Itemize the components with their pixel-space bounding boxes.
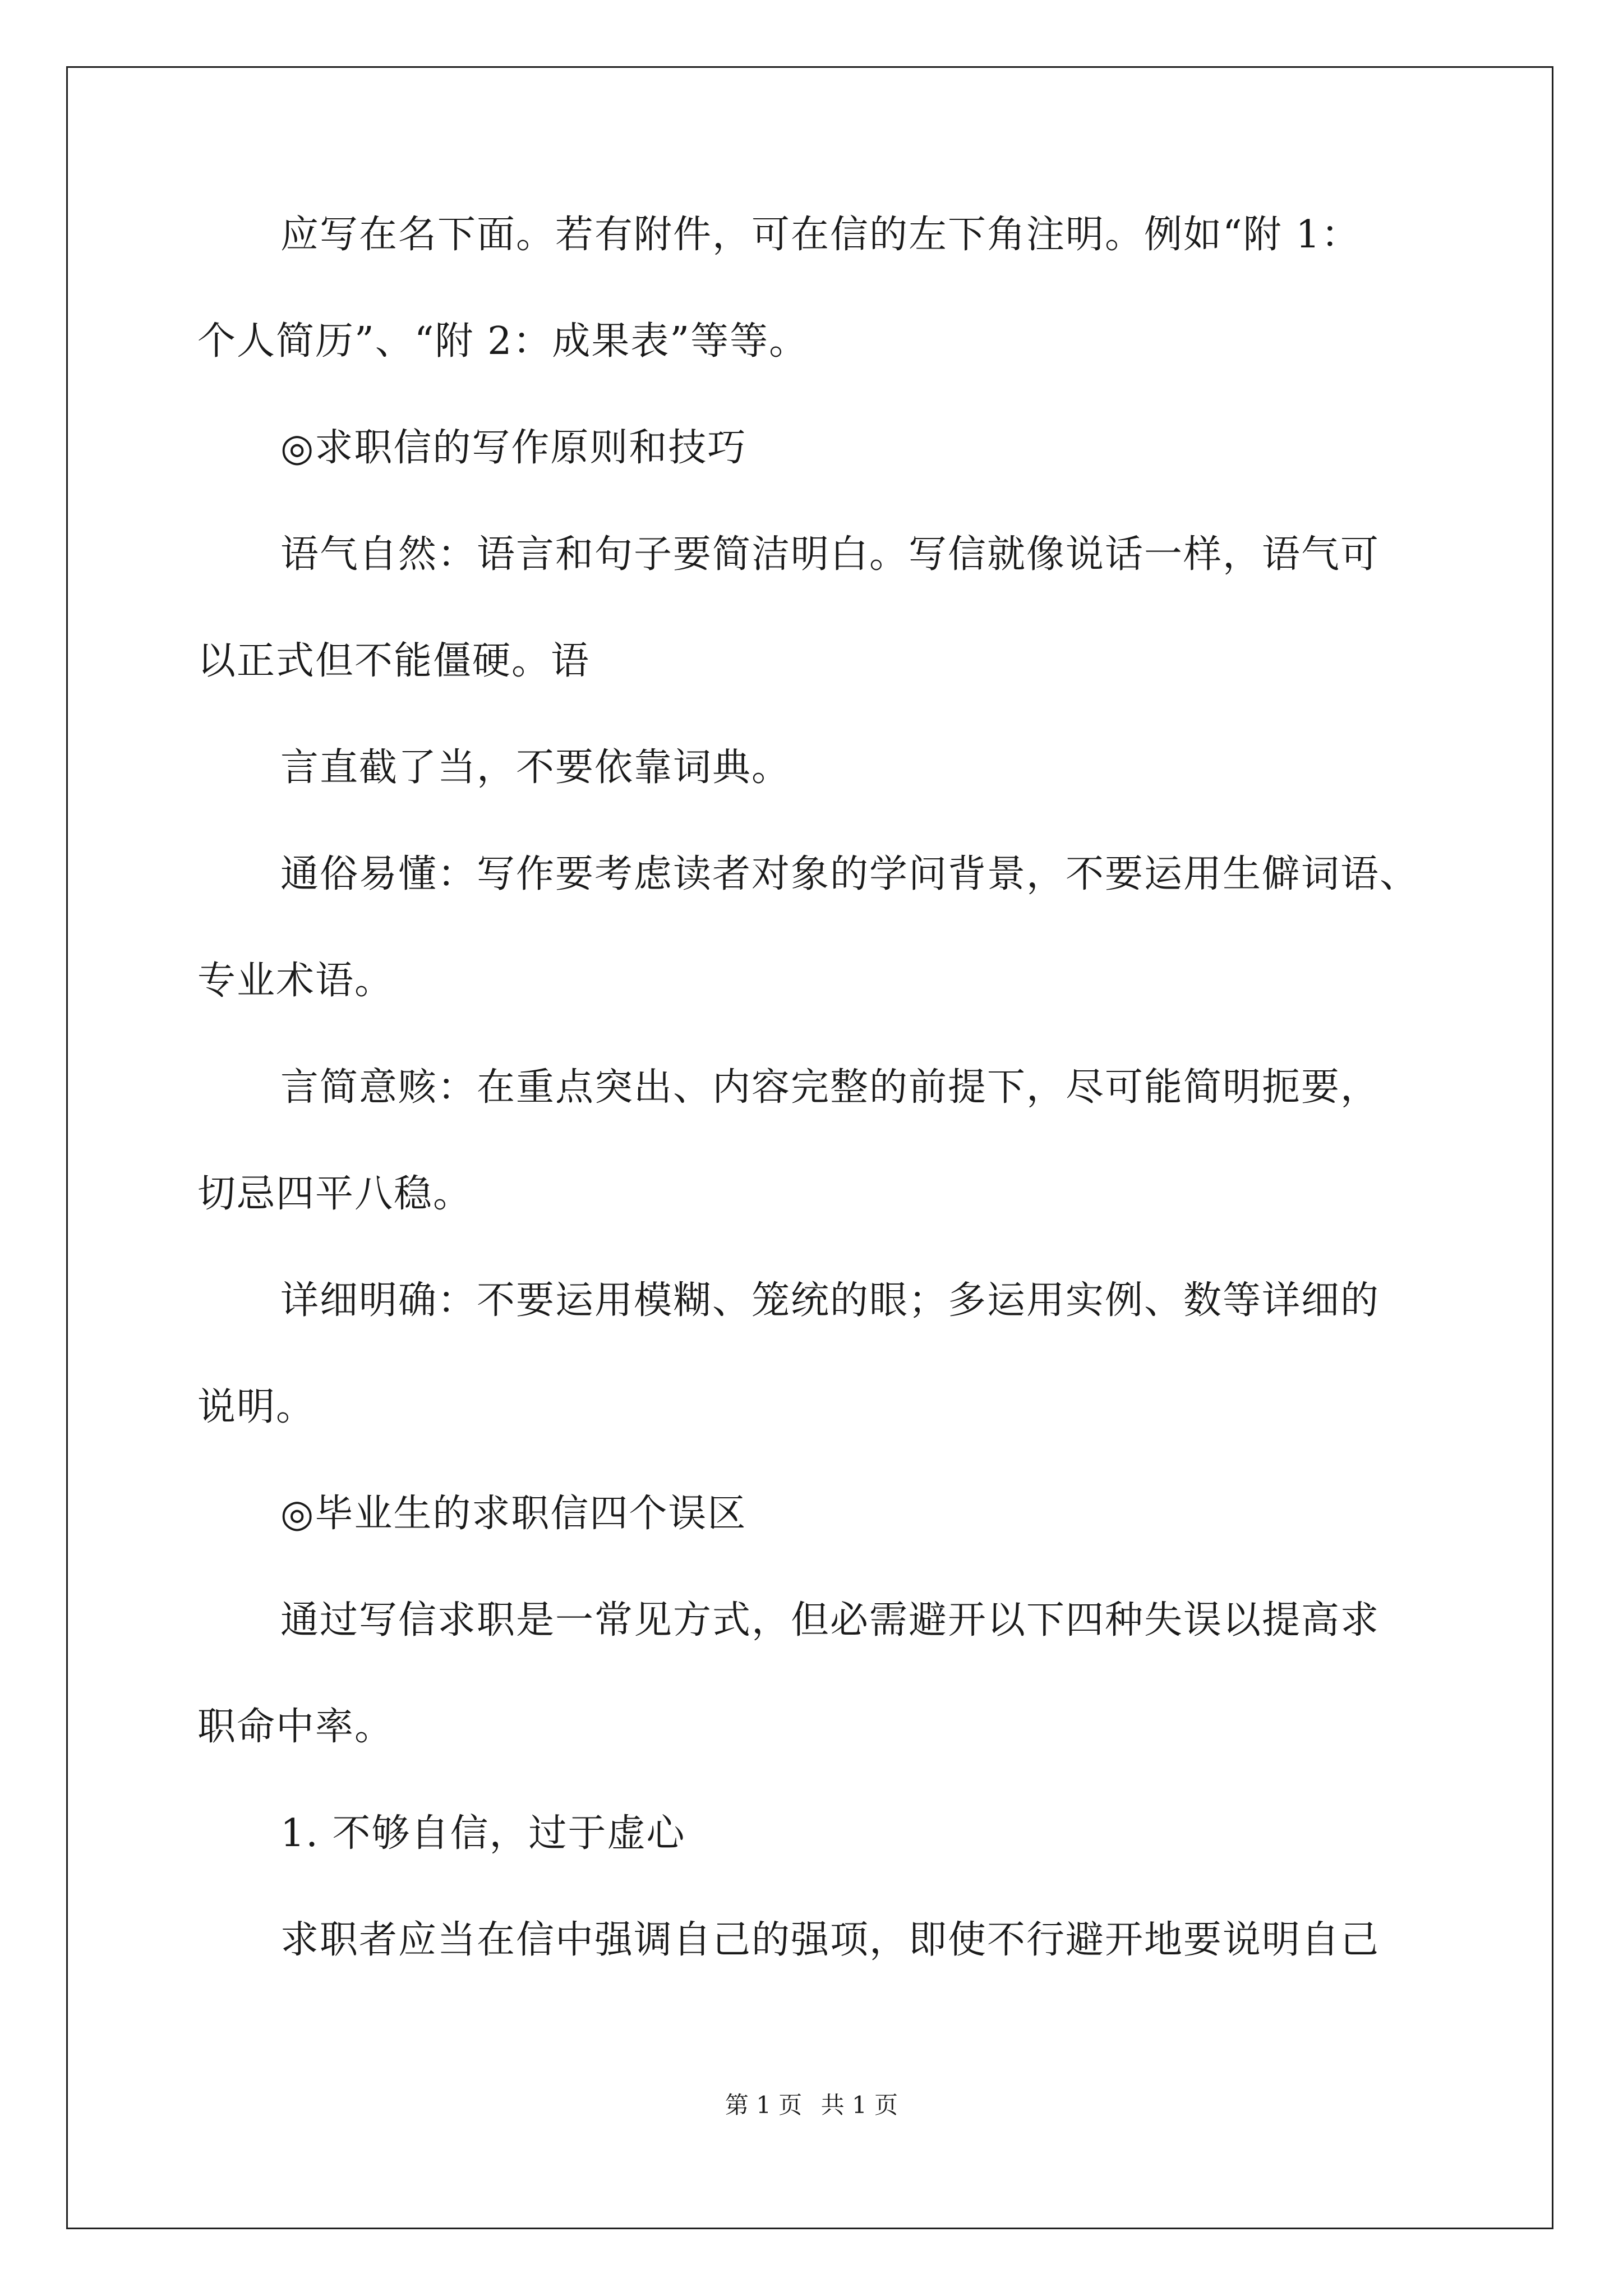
page-number: 第 1 页 bbox=[725, 2091, 803, 2119]
paragraph-line: 职命中率。 bbox=[197, 1705, 394, 1749]
paragraph-line: 详细明确：不要运用模糊、笼统的眼；多运用实例、数等详细的 bbox=[280, 1278, 1380, 1323]
paragraph-line: 语气自然：语言和句子要简洁明白。写信就像说话一样，语气可 bbox=[280, 532, 1380, 577]
paragraph-line: 以正式但不能僵硬。语 bbox=[197, 639, 591, 683]
page-footer bbox=[0, 2087, 1623, 2120]
list-heading: 1. 不够自信，过于虚心 bbox=[280, 1811, 686, 1856]
paragraph-line: 通俗易懂：写作要考虑读者对象的学问背景，不要运用生僻词语、 bbox=[280, 852, 1419, 896]
section-heading: ◎求职信的写作原则和技巧 bbox=[280, 426, 747, 470]
paragraph-line: 言直截了当，不要依靠词典。 bbox=[280, 746, 791, 790]
paragraph-line: 专业术语。 bbox=[197, 959, 394, 1003]
paragraph-line: 应写在名下面。若有附件，可在信的左下角注明。例如“附 1： bbox=[280, 213, 1361, 257]
section-heading: ◎毕业生的求职信四个误区 bbox=[280, 1492, 747, 1536]
page-total: 共 1 页 bbox=[820, 2091, 898, 2119]
paragraph-line: 求职者应当在信中强调自己的强项，即使不行避开地要说明自己 bbox=[280, 1918, 1380, 1962]
paragraph-line: 言简意赅：在重点突出、内容完整的前提下，尽可能简明扼要， bbox=[280, 1065, 1380, 1110]
paragraph-line: 个人简历”、“附 2：成果表”等等。 bbox=[197, 319, 809, 364]
paragraph-line: 说明。 bbox=[197, 1385, 316, 1429]
page-border bbox=[66, 66, 1553, 2229]
paragraph-line: 切忌四平八稳。 bbox=[197, 1172, 473, 1216]
paragraph-line: 通过写信求职是一常见方式，但必需避开以下四种失误以提高求 bbox=[280, 1598, 1380, 1642]
